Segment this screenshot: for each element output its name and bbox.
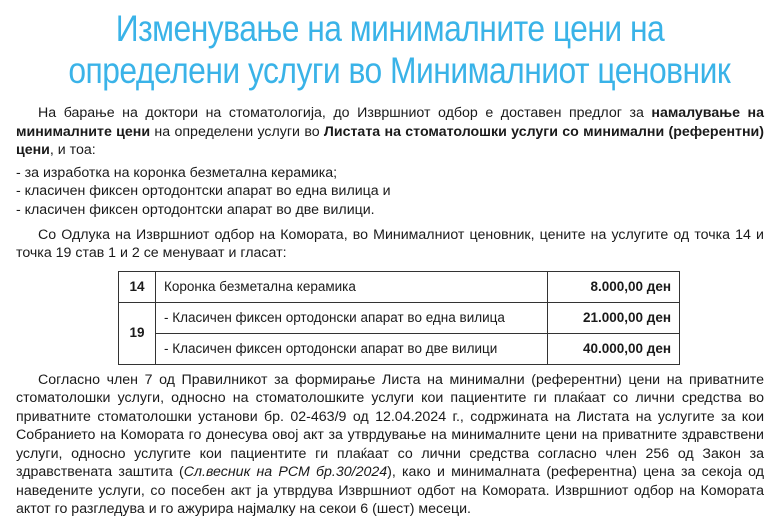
closing-text-1: Согласно член 7 од Правилникот за формирање Листа на минимални (референтни) цени на приватните стоматолошки услуги, односно на стоматолошките услуги кои пациентите ги плаќаат со лични средства во приватните стоматолошки установи бр. 02-463/9 од 12.04.2024 г., содржината на Листата на услугите за кои Собранието на Комората го донесува овој акт за утврдување на минималните цени на приватните здравствени услуги, односно услугите кои пациентите ги плаќаат со лични средства согласно член 256 од Закон за здравствената заштита ( [16,371,764,481]
intro-bold-2: Листата на стоматолошки услуги со минимални (референтни) цени [16,123,764,158]
row-number: 14 [119,271,156,302]
intro-bold-1: намалување на минималните цени [16,105,764,140]
service-price: 40.000,00 ден [548,333,680,364]
service-description: Коронка безметална керамика [156,271,548,302]
row-number: 19 [119,302,156,364]
decision-paragraph: Со Одлука на Извршниот одбор на Комората, во Минималниот ценовник, цените на услугите од точка 14 и точка 19 став 1 и 2 се менуваат и гласат: [16,226,764,262]
service-price: 21.000,00 ден [548,302,680,333]
service-description: - Класичен фиксен ортодонски апарат во две вилици [156,333,548,364]
table-row [119,271,680,302]
table-row [119,333,680,364]
table-row [119,302,680,333]
closing-text-2: ), како и минималната (референтна) цена за секоја од наведените услуги, со посебен акт ја утврдува Извршниот одбот на Комората. Извршниот одбор на Комората актот го разгледува и го ажурира најмалку на секои 6 (шест) месеци. [16,464,765,518]
list-item: - за изработка на коронка безметална керамика; [16,164,338,181]
service-price: 8.000,00 ден [548,271,680,302]
closing-italic: Сл.весник на РСМ бр.30/2024 [183,464,388,481]
intro-text-1: На барање на доктори на стоматологија, до Извршниот одбор е доставен предлог за [38,105,652,121]
intro-paragraph [16,104,764,160]
list-item: - класичен фиксен ортодонтски апарат во една вилица и [16,183,391,200]
article-body [16,104,764,519]
article-title [68,0,731,92]
list-item: - класичен фиксен ортодонтски апарат во две вилици. [16,202,375,219]
closing-paragraph [16,371,764,519]
title-line-1: Изменување на минималните цени на [115,8,665,49]
title-line-2: определени услуги во Минималниот ценовник [68,50,731,91]
intro-text-2: на определени услуги во [150,123,324,140]
price-table [118,271,680,365]
intro-text-3: , и тоа: [49,142,96,158]
service-description: - Класичен фиксен ортодонски апарат во една вилица [156,302,548,333]
service-list [16,164,764,220]
